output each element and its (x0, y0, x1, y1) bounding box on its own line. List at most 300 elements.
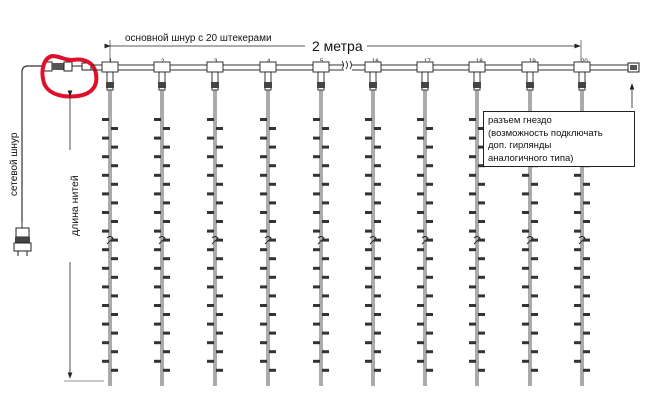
bulb-icon (374, 294, 381, 297)
bulb-icon (574, 248, 581, 251)
bulb-icon (313, 192, 320, 195)
power-cord (9, 66, 46, 256)
bulb-icon (374, 220, 381, 223)
bulb-icon (313, 248, 320, 251)
tee-connector-icon (102, 62, 118, 72)
bulb-icon (322, 313, 329, 316)
bulb-icon (374, 369, 381, 372)
bulb-icon (269, 257, 276, 260)
bulb-icon (478, 294, 485, 297)
bulb-icon (207, 155, 214, 158)
bulb-icon (216, 201, 223, 204)
bulb-icon (260, 285, 267, 288)
bulb-icon (574, 230, 581, 233)
bulb-icon (417, 118, 424, 121)
bulb-icon (322, 369, 329, 372)
bulb-icon (478, 257, 485, 260)
bulb-icon (207, 118, 214, 121)
bulb-icon (269, 146, 276, 149)
bulb-icon (102, 192, 109, 195)
bulb-icon (426, 369, 433, 372)
bulb-icon (426, 220, 433, 223)
bulb-icon (574, 323, 581, 326)
bulb-icon (469, 285, 476, 288)
bulb-icon (207, 211, 214, 214)
bulb-icon (531, 257, 538, 260)
bulb-icon (522, 174, 529, 177)
main-cord-label: основной шнур с 20 штекерами (125, 33, 272, 44)
bulb-icon (583, 313, 590, 316)
bulb-icon (469, 174, 476, 177)
bulb-icon (163, 239, 170, 242)
bulb-icon (260, 267, 267, 270)
bulb-icon (426, 127, 433, 130)
bulb-icon (260, 248, 267, 251)
bulb-icon (154, 230, 161, 233)
bulb-icon (322, 332, 329, 335)
bulb-icon (374, 146, 381, 149)
socket-note-line: аналогичного типа) (488, 152, 574, 164)
bulb-icon (269, 220, 276, 223)
bulb-icon (417, 192, 424, 195)
bulb-icon (154, 174, 161, 177)
bulb-icon (426, 201, 433, 204)
bulb-icon (154, 248, 161, 251)
bulb-icon (163, 164, 170, 167)
bulb-icon (365, 118, 372, 121)
bulb-icon (207, 267, 214, 270)
bulb-icon (111, 313, 118, 316)
strand-length-label: длина нитей (69, 175, 81, 236)
bulb-icon (313, 137, 320, 140)
bulb-icon (478, 239, 485, 242)
bulb-icon (163, 313, 170, 316)
bulb-icon (313, 304, 320, 307)
bulb-icon (269, 313, 276, 316)
bulb-icon (522, 211, 529, 214)
bulb-icon (260, 155, 267, 158)
bulb-icon (216, 313, 223, 316)
bulb-icon (469, 304, 476, 307)
bulb-icon (365, 192, 372, 195)
tee-connector-icon (154, 62, 170, 72)
bulb-icon (365, 304, 372, 307)
light-strand (469, 59, 485, 386)
bulb-icon (574, 285, 581, 288)
bulb-icon (269, 332, 276, 335)
bulb-icon (365, 360, 372, 363)
bulb-icon (313, 341, 320, 344)
bulb-icon (469, 230, 476, 233)
bulb-icon (583, 369, 590, 372)
bulb-icon (417, 137, 424, 140)
bulb-icon (522, 285, 529, 288)
bulb-icon (269, 127, 276, 130)
bulb-icon (163, 294, 170, 297)
bulb-icon (478, 220, 485, 223)
tee-connector-icon (365, 62, 381, 72)
bulb-icon (207, 248, 214, 251)
socket-note-line: (возможность подключать (488, 127, 603, 139)
bulb-icon (583, 201, 590, 204)
bulb-icon (469, 118, 476, 121)
bulb-icon (313, 267, 320, 270)
bulb-icon (207, 192, 214, 195)
bulb-icon (522, 230, 529, 233)
bulb-icon (269, 369, 276, 372)
bulb-icon (417, 323, 424, 326)
bulb-icon (313, 211, 320, 214)
bulb-icon (111, 201, 118, 204)
bulb-icon (426, 257, 433, 260)
bulb-icon (111, 276, 118, 279)
bulb-icon (469, 192, 476, 195)
bulb-icon (260, 118, 267, 121)
bulb-icon (111, 257, 118, 260)
bulb-icon (522, 360, 529, 363)
bulb-icon (111, 183, 118, 186)
bulb-icon (478, 350, 485, 353)
bulb-icon (374, 257, 381, 260)
main-connector-icon (44, 62, 91, 71)
bulb-icon (163, 127, 170, 130)
light-strand (154, 59, 170, 386)
light-strand (313, 59, 329, 386)
bulb-icon (365, 285, 372, 288)
bulb-icon (154, 323, 161, 326)
bulb-icon (417, 285, 424, 288)
bulb-icon (102, 155, 109, 158)
bulb-icon (469, 323, 476, 326)
bulb-icon (102, 248, 109, 251)
bulb-icon (583, 257, 590, 260)
bulb-icon (469, 360, 476, 363)
bulb-icon (313, 230, 320, 233)
bulb-icon (111, 127, 118, 130)
bulb-icon (365, 323, 372, 326)
bulb-icon (469, 211, 476, 214)
bulb-icon (583, 332, 590, 335)
bulb-icon (216, 183, 223, 186)
bulb-icon (365, 267, 372, 270)
bulb-icon (154, 341, 161, 344)
bulb-icon (260, 230, 267, 233)
bulb-icon (522, 192, 529, 195)
tee-connector-icon (522, 62, 538, 72)
bulb-icon (102, 211, 109, 214)
bulb-icon (313, 360, 320, 363)
bulb-icon (469, 267, 476, 270)
light-strand (574, 59, 590, 386)
bulb-icon (417, 155, 424, 158)
bulb-icon (322, 350, 329, 353)
bulb-icon (417, 230, 424, 233)
bulb-icon (531, 332, 538, 335)
bulb-icon (163, 146, 170, 149)
bulb-icon (417, 267, 424, 270)
bulb-icon (374, 332, 381, 335)
tee-connector-icon (469, 62, 485, 72)
bulb-icon (102, 360, 109, 363)
light-strand (260, 59, 276, 386)
bulb-icon (163, 201, 170, 204)
bulb-icon (111, 220, 118, 223)
bulb-icon (374, 183, 381, 186)
bulb-icon (260, 304, 267, 307)
light-strand (522, 59, 538, 386)
bulb-icon (426, 146, 433, 149)
bulb-icon (478, 313, 485, 316)
bulb-icon (531, 294, 538, 297)
socket-note (483, 111, 635, 167)
bulb-icon (417, 341, 424, 344)
bulb-icon (574, 211, 581, 214)
bulb-icon (260, 341, 267, 344)
bulb-icon (154, 137, 161, 140)
bulb-icon (522, 248, 529, 251)
bulb-icon (154, 267, 161, 270)
bulb-icon (216, 257, 223, 260)
bulb-icon (583, 276, 590, 279)
bulb-icon (322, 146, 329, 149)
bulb-icon (322, 294, 329, 297)
bulb-icon (531, 276, 538, 279)
bulb-icon (583, 220, 590, 223)
bulb-icon (111, 239, 118, 242)
bulb-icon (207, 323, 214, 326)
bulb-icon (374, 350, 381, 353)
bulb-icon (426, 313, 433, 316)
bulb-icon (207, 230, 214, 233)
bulb-icon (216, 127, 223, 130)
bulb-icon (269, 183, 276, 186)
bulb-icon (154, 192, 161, 195)
bulb-icon (531, 239, 538, 242)
bulb-icon (583, 350, 590, 353)
bulb-icon (426, 350, 433, 353)
bulb-icon (365, 174, 372, 177)
bulb-icon (207, 137, 214, 140)
bulb-icon (102, 304, 109, 307)
bulb-icon (207, 360, 214, 363)
bulb-icon (207, 304, 214, 307)
bulb-icon (163, 350, 170, 353)
bulb-icon (531, 369, 538, 372)
bulb-icon (365, 248, 372, 251)
bulb-icon (417, 174, 424, 177)
tee-connector-icon (313, 62, 329, 72)
light-strand (417, 59, 433, 386)
bulb-icon (260, 323, 267, 326)
bulb-icon (322, 164, 329, 167)
bulb-icon (583, 239, 590, 242)
bulb-icon (216, 220, 223, 223)
bulb-icon (574, 304, 581, 307)
bulb-icon (154, 211, 161, 214)
bulb-icon (574, 174, 581, 177)
bulb-icon (260, 192, 267, 195)
bulb-icon (322, 127, 329, 130)
bulb-icon (216, 350, 223, 353)
bulb-icon (574, 192, 581, 195)
bulb-icon (469, 248, 476, 251)
tee-connector-icon (207, 62, 223, 72)
bulb-icon (313, 323, 320, 326)
bulb-icon (522, 341, 529, 344)
bulb-icon (260, 174, 267, 177)
bulb-icon (163, 369, 170, 372)
tee-connector-icon (417, 62, 433, 72)
bulb-icon (207, 174, 214, 177)
bulb-icon (269, 294, 276, 297)
bulb-icon (574, 267, 581, 270)
bulb-icon (154, 360, 161, 363)
bulb-icon (426, 276, 433, 279)
bulb-icon (111, 164, 118, 167)
bulb-icon (426, 183, 433, 186)
bulb-icon (374, 201, 381, 204)
bulb-icon (478, 276, 485, 279)
end-socket-icon (628, 63, 639, 72)
bulb-icon (102, 267, 109, 270)
bulb-icon (583, 294, 590, 297)
bulb-icon (522, 304, 529, 307)
bulb-icon (583, 183, 590, 186)
bulb-icon (365, 341, 372, 344)
bulb-icon (417, 360, 424, 363)
bulb-icon (478, 201, 485, 204)
bulb-icon (374, 164, 381, 167)
bulb-icon (163, 276, 170, 279)
bulb-icon (102, 285, 109, 288)
bulb-icon (469, 341, 476, 344)
bulb-icon (531, 201, 538, 204)
bulb-icon (417, 304, 424, 307)
bulb-icon (313, 285, 320, 288)
bulb-icon (426, 164, 433, 167)
bulb-icon (522, 323, 529, 326)
bulb-icon (426, 332, 433, 335)
bulb-icon (531, 313, 538, 316)
bulb-icon (322, 257, 329, 260)
light-strands (102, 59, 590, 386)
bulb-icon (531, 183, 538, 186)
bulb-icon (216, 146, 223, 149)
power-cord-label: сетевой шнур (9, 132, 20, 196)
bulb-icon (322, 276, 329, 279)
bulb-icon (102, 174, 109, 177)
light-strand (207, 59, 223, 386)
bulb-icon (313, 155, 320, 158)
bulb-icon (111, 369, 118, 372)
bulb-icon (313, 118, 320, 121)
tee-connector-icon (260, 62, 276, 72)
bulb-icon (365, 155, 372, 158)
bulb-icon (102, 230, 109, 233)
width-label: 2 метра (312, 38, 363, 54)
bulb-icon (154, 155, 161, 158)
bulb-icon (102, 323, 109, 326)
bulb-icon (102, 341, 109, 344)
bulb-icon (260, 137, 267, 140)
bulb-icon (426, 239, 433, 242)
bulb-icon (374, 313, 381, 316)
bulb-icon (574, 360, 581, 363)
bulb-icon (417, 248, 424, 251)
light-strand (365, 59, 381, 386)
bulb-icon (111, 332, 118, 335)
bulb-icon (522, 267, 529, 270)
bulb-icon (154, 304, 161, 307)
bulb-icon (478, 183, 485, 186)
bulb-icon (269, 164, 276, 167)
bulb-icon (216, 369, 223, 372)
bulb-icon (269, 276, 276, 279)
bulb-icon (365, 211, 372, 214)
light-strand (102, 59, 118, 386)
bulb-icon (365, 137, 372, 140)
bulb-icon (111, 350, 118, 353)
bulb-icon (163, 183, 170, 186)
bulb-icon (260, 211, 267, 214)
bulb-icon (478, 369, 485, 372)
bulb-icon (163, 332, 170, 335)
bulb-icon (322, 220, 329, 223)
socket-note-line: разъем гнездо (488, 115, 552, 126)
bulb-icon (102, 137, 109, 140)
power-plug-icon (14, 228, 31, 256)
bulb-icon (102, 118, 109, 121)
bulb-icon (163, 257, 170, 260)
bulb-icon (216, 294, 223, 297)
strand-length-dimension (64, 96, 104, 381)
tee-connector-icon (574, 62, 590, 72)
bulb-icon (111, 294, 118, 297)
bulb-icon (374, 239, 381, 242)
bulb-icon (426, 294, 433, 297)
bulb-icon (365, 230, 372, 233)
bulb-icon (216, 239, 223, 242)
bulb-icon (216, 276, 223, 279)
bulb-icon (322, 201, 329, 204)
socket-note-line: доп. гирлянды (488, 140, 552, 151)
bulb-icon (322, 183, 329, 186)
bulb-icon (216, 332, 223, 335)
bulb-icon (154, 118, 161, 121)
bulb-icon (207, 285, 214, 288)
bulb-icon (469, 137, 476, 140)
bulb-icon (111, 146, 118, 149)
bulb-icon (163, 220, 170, 223)
bulb-icon (374, 127, 381, 130)
bulb-icon (216, 164, 223, 167)
bulb-icon (478, 332, 485, 335)
bulb-icon (260, 360, 267, 363)
bulb-icon (207, 341, 214, 344)
bulb-icon (322, 239, 329, 242)
bulb-icon (417, 211, 424, 214)
bulb-icon (269, 239, 276, 242)
bulb-icon (469, 155, 476, 158)
bulb-icon (313, 174, 320, 177)
bulb-icon (269, 201, 276, 204)
bulb-icon (154, 285, 161, 288)
bulb-icon (574, 341, 581, 344)
bulb-icon (374, 276, 381, 279)
bulb-icon (531, 350, 538, 353)
bulb-icon (531, 220, 538, 223)
bulb-icon (269, 350, 276, 353)
